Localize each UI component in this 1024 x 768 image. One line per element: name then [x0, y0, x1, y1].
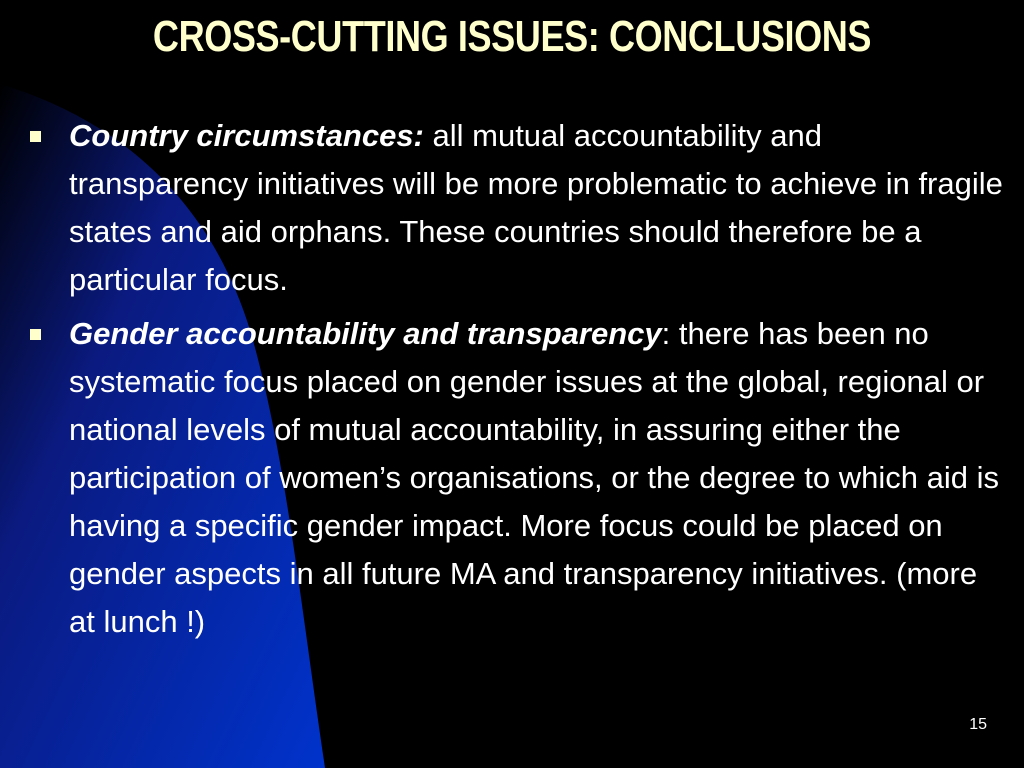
page-title: CROSS-CUTTING ISSUES: CONCLUSIONS [152, 12, 872, 61]
bullet-lead: Gender accountability and transparency [69, 316, 662, 351]
bullet-text: : there has been no systematic focus placed on gender issues at the global, regional or national levels of mutual accountability, in assuring either the participation of women’s organisations, or the degree to which aid is having a specific gender impact. More focus could be placed on gender aspects in all future MA and transparency initiatives. (more at lunch !) [69, 316, 999, 639]
bullet-item [30, 310, 1005, 646]
page-number: 15 [969, 716, 987, 733]
bullet-lead: Country circumstances: [69, 118, 424, 153]
square-bullet-icon [30, 329, 41, 340]
bullet-list [30, 112, 1005, 652]
bullet-item [30, 112, 1005, 304]
bullet-text: all mutual accountability and transparency initiatives will be more problematic to achieve in fragile states and aid orphans. These countries should therefore be a particular focus. [69, 118, 1003, 297]
square-bullet-icon [30, 131, 41, 142]
